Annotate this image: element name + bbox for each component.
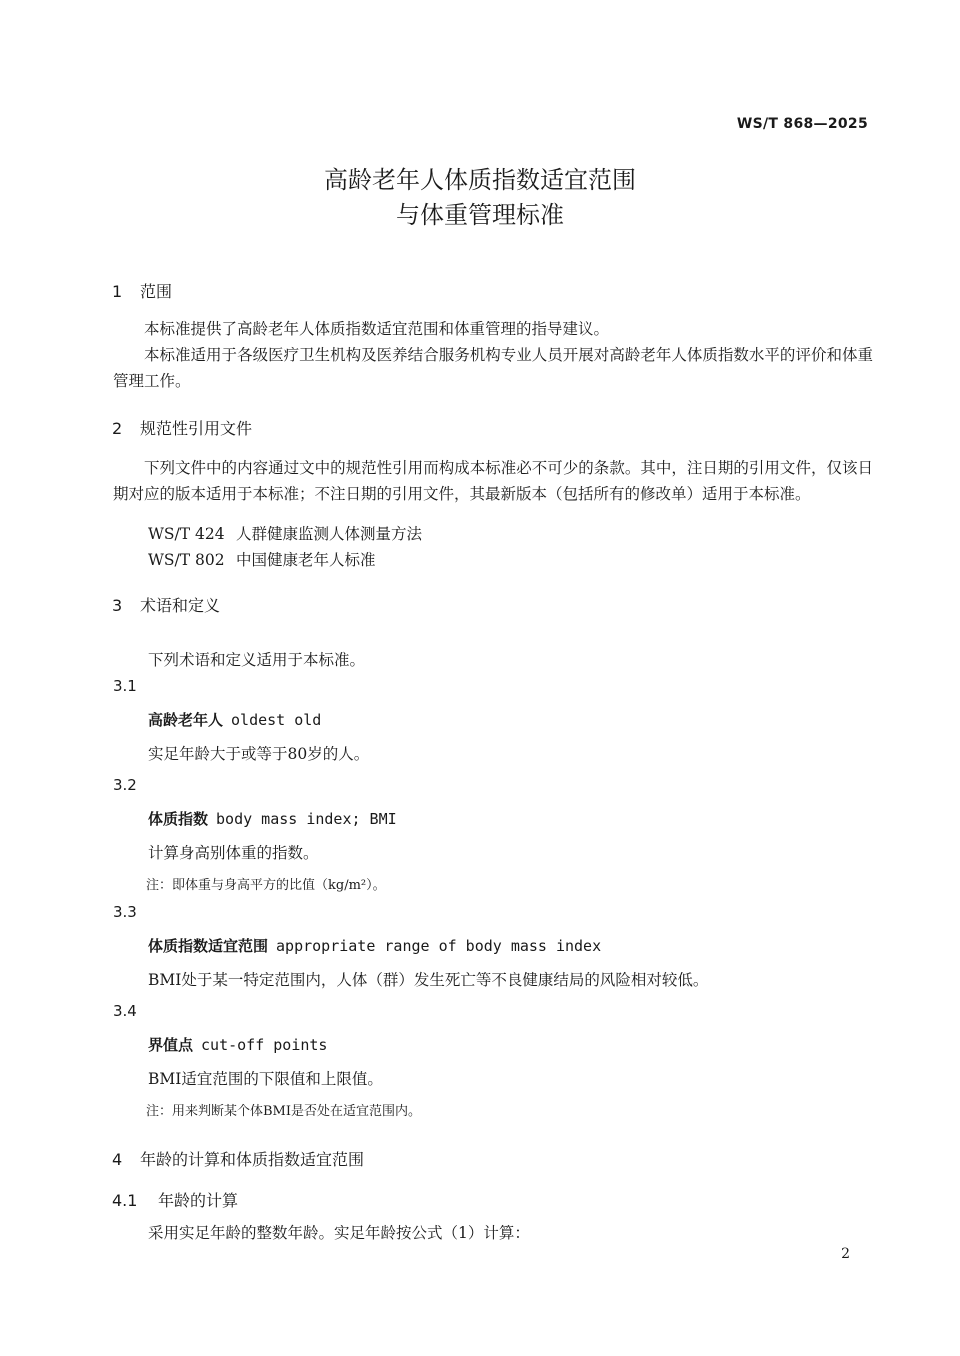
subsection-title: 年龄的计算 [158,1191,239,1210]
term-note: 注：用来判断某个体BMI是否处在适宜范围内。 [146,1104,421,1119]
reference-title: 人群健康监测人体测量方法 [236,525,423,543]
section-4-heading [112,1147,364,1170]
reference-item [148,548,376,570]
section-2-heading [112,416,252,439]
term-number: 3.2 [113,776,137,794]
section-number: 1 [112,282,123,301]
standard-number: WS/T 868—2025 [736,116,868,132]
term-en: cut-off points [201,1036,328,1054]
section-number: 3 [112,596,123,615]
section-1-paragraph-1: 本标准提供了高龄老年人体质指数适宜范围和体重管理的指导建议。 [144,320,610,338]
section-number: 2 [112,419,123,438]
term-definition: 计算身高别体重的指数。 [148,844,319,862]
term-note: 注：即体重与身高平方的比值（kg/m²）。 [146,878,386,893]
term-en: oldest old [231,711,322,729]
title-line-2: 与体重管理标准 [396,201,564,229]
term-en: appropriate range of body mass index [276,937,602,955]
section-title: 年龄的计算和体质指数适宜范围 [140,1150,365,1169]
title-line-1: 高龄老年人体质指数适宜范围 [324,166,636,194]
term-definition: BMI处于某一特定范围内，人体（群）发生死亡等不良健康结局的风险相对较低。 [148,971,709,989]
section-3-intro: 下列术语和定义适用于本标准。 [148,651,366,669]
term-zh: 界值点 [148,1036,194,1054]
section-title: 术语和定义 [140,596,221,615]
subsection-4-1-paragraph: 采用实足年龄的整数年龄。实足年龄按公式（1）计算： [148,1224,530,1242]
page-number: 2 [841,1246,850,1262]
section-title: 规范性引用文件 [140,419,253,438]
term-definition: 实足年龄大于或等于80岁的人。 [148,745,370,763]
section-2-paragraph-1: 下列文件中的内容通过文中的规范性引用而构成本标准必不可少的条款。其中，注日期的引用文件，仅该日期对应的版本适用于本标准；不注日期的引用文件，其最新版本（包括所有的修改单）适用于本标准。 [113,459,873,503]
term-number: 3.1 [113,677,137,695]
section-title: 范围 [140,282,173,301]
term-heading [148,1034,327,1055]
subsection-4-1-heading [112,1188,238,1211]
term-zh: 高龄老年人 [148,711,224,729]
term-number: 3.4 [113,1002,137,1020]
term-heading [148,808,397,829]
reference-item [148,522,422,544]
reference-code: WS/T 802 [148,551,225,569]
reference-code: WS/T 424 [148,525,225,543]
reference-title: 中国健康老年人标准 [236,551,376,569]
term-heading [148,935,601,956]
term-en: body mass index; BMI [216,810,397,828]
subsection-number: 4.1 [112,1191,138,1210]
term-definition: BMI适宜范围的下限值和上限值。 [148,1070,383,1088]
section-number: 4 [112,1150,123,1169]
section-1-paragraph-2: 本标准适用于各级医疗卫生机构及医养结合服务机构专业人员开展对高龄老年人体质指数水平的评价和体重管理工作。 [113,346,873,390]
term-zh: 体质指数适宜范围 [148,937,269,955]
section-3-heading [112,593,220,616]
term-heading [148,709,321,730]
term-zh: 体质指数 [148,810,209,828]
section-1-heading [112,279,172,302]
term-number: 3.3 [113,903,137,921]
